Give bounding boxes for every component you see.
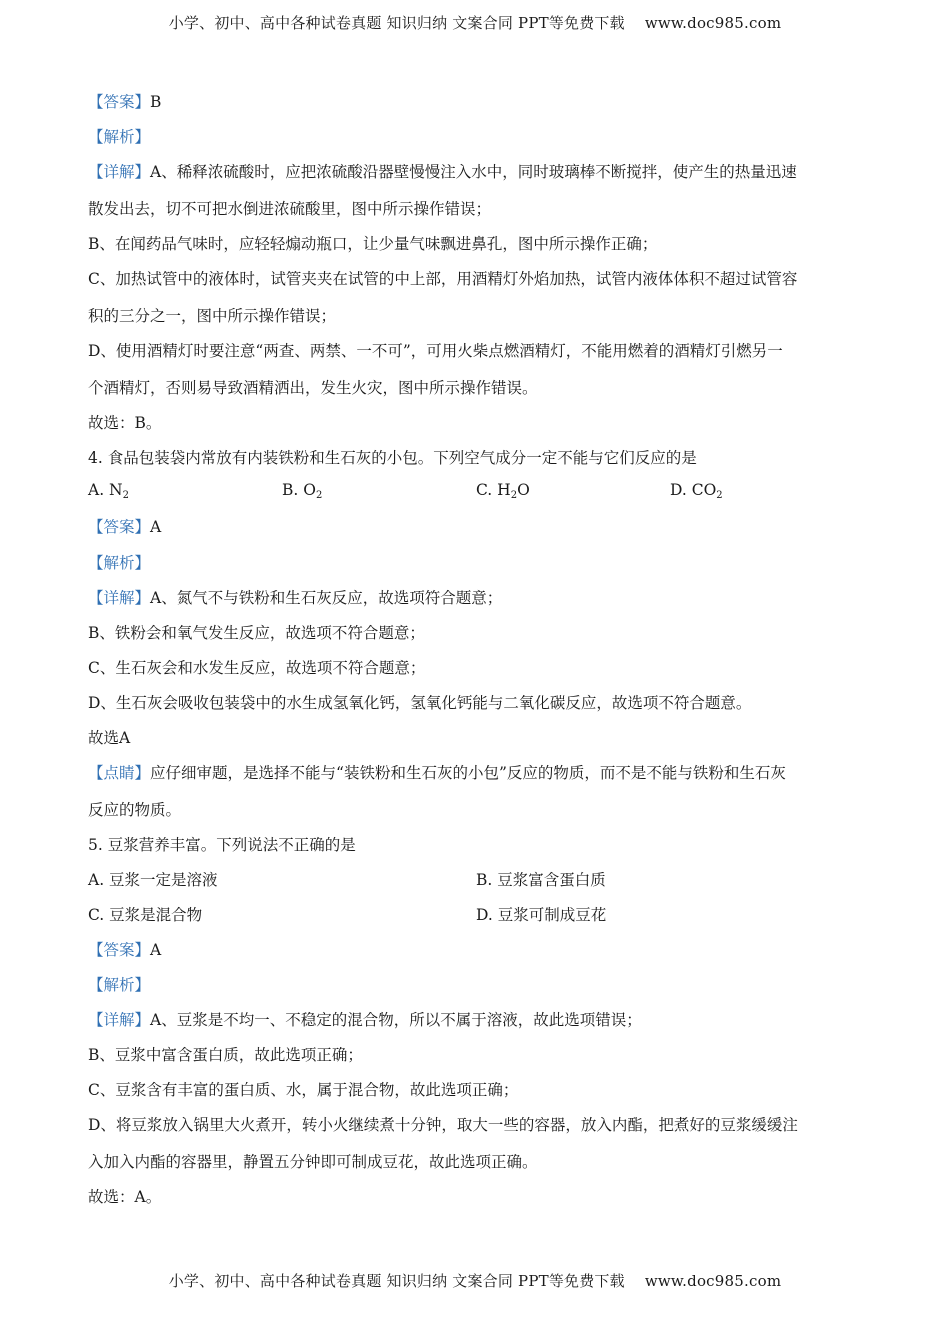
q4-detail-line: D、生石灰会吸收包装袋中的水生成氢氧化钙，氢氧化钙能与二氧化碳反应，故选项不符合题意。 (88, 694, 752, 712)
q3-detail-line: 积的三分之一，图中所示操作错误； (88, 307, 337, 325)
q4-option-b (282, 481, 322, 501)
answer-tag: 【答案】 (88, 941, 151, 959)
q5-option-c: C. 豆浆是混合物 (88, 906, 203, 924)
q4-option-c (476, 481, 530, 501)
q3-detail-text: A、稀释浓硫酸时，应把浓硫酸沿器壁慢慢注入水中，同时玻璃棒不断搅拌，使产生的热量迅速 (150, 163, 797, 181)
q5-stem: 5. 豆浆营养丰富。下列说法不正确的是 (88, 836, 356, 854)
detail-tag: 【详解】 (88, 163, 151, 181)
q4-point-line (88, 761, 786, 783)
q3-detail-line: C、加热试管中的液体时，试管夹夹在试管的中上部，用酒精灯外焰加热，试管内液体体积不超过试管容 (88, 270, 798, 288)
point-tag: 【点睛】 (88, 764, 151, 782)
q4-answer-value: A (150, 518, 162, 536)
page-header (0, 12, 950, 33)
q5-analysis-tag (88, 973, 150, 995)
q5-detail-text: A、豆浆是不均一、不稳定的混合物，所以不属于溶液，故此选项错误； (150, 1011, 642, 1029)
q4-detail-line: C、生石灰会和水发生反应，故选项不符合题意； (88, 659, 426, 677)
q3-detail-line: D、使用酒精灯时要注意“两查、两禁、一不可”，可用火柴点燃酒精灯，不能用燃着的酒精灯引燃另一 (88, 342, 783, 360)
opt-sub: 2 (716, 490, 723, 501)
q5-detail-line (88, 1008, 642, 1030)
analysis-tag: 【解析】 (88, 128, 151, 146)
q4-point-text: 应仔细审题，是选择不能与“装铁粉和生石灰的小包”反应的物质，而不是不能与铁粉和生石灰 (150, 764, 786, 782)
detail-tag: 【详解】 (88, 589, 151, 607)
answer-tag: 【答案】 (88, 518, 151, 536)
opt-text: O (517, 481, 530, 499)
header-text: 小学、初中、高中各种试卷真题 知识归纳 文案合同 PPT等免费下载 (168, 14, 625, 32)
q4-detail-text: A、氮气不与铁粉和生石灰反应，故选项符合题意； (150, 589, 503, 607)
q4-detail-line: B、铁粉会和氧气发生反应，故选项不符合题意； (88, 624, 425, 642)
opt-text: A. N (88, 481, 123, 499)
q4-detail-line (88, 586, 502, 608)
header-site: www.doc985.com (644, 14, 782, 32)
q4-point-line: 反应的物质。 (88, 801, 182, 819)
opt-text: B. O (282, 481, 316, 499)
analysis-tag: 【解析】 (88, 976, 151, 994)
q3-analysis-tag (88, 125, 150, 147)
q5-option-a: A. 豆浆一定是溶液 (88, 871, 218, 889)
analysis-tag: 【解析】 (88, 554, 151, 572)
q3-answer-value: B (150, 93, 162, 111)
q4-option-d (670, 481, 723, 501)
q5-answer-value: A (150, 941, 162, 959)
q3-detail-line: B、在闻药品气味时，应轻轻煽动瓶口，让少量气味飘进鼻孔，图中所示操作正确； (88, 235, 658, 253)
q5-detail-line: 入加入内酯的容器里，静置五分钟即可制成豆花，故此选项正确。 (88, 1153, 538, 1171)
q3-detail-line: 个酒精灯，否则易导致酒精洒出，发生火灾，图中所示操作错误。 (88, 379, 538, 397)
q4-option-a (88, 481, 129, 501)
opt-sub: 2 (122, 490, 129, 501)
q5-option-b: B. 豆浆富含蛋白质 (476, 871, 606, 889)
opt-sub: 2 (510, 490, 518, 501)
q3-answer (88, 90, 161, 112)
q5-detail-line: D、将豆浆放入锅里大火煮开，转小火继续煮十分钟，取大一些的容器，放入内酯，把煮好的豆浆缓缓注 (88, 1116, 798, 1134)
q5-detail-line: B、豆浆中富含蛋白质，故此选项正确； (88, 1046, 363, 1064)
q4-analysis-tag (88, 551, 150, 573)
q3-conclusion: 故选：B。 (88, 414, 162, 432)
opt-sub: 2 (315, 490, 323, 501)
footer-text: 小学、初中、高中各种试卷真题 知识归纳 文案合同 PPT等免费下载 (168, 1272, 625, 1290)
q5-answer (88, 938, 161, 960)
detail-tag: 【详解】 (88, 1011, 151, 1029)
q3-detail-line (88, 160, 797, 182)
q5-option-d: D. 豆浆可制成豆花 (476, 906, 607, 924)
opt-text: D. CO (670, 481, 717, 499)
footer-site: www.doc985.com (644, 1272, 782, 1290)
opt-text: C. H (476, 481, 511, 499)
q5-conclusion: 故选：A。 (88, 1188, 162, 1206)
q4-conclusion: 故选A (88, 729, 131, 747)
q4-stem: 4. 食品包装袋内常放有内装铁粉和生石灰的小包。下列空气成分一定不能与它们反应的是 (88, 449, 697, 467)
q3-detail-line: 散发出去，切不可把水倒进浓硫酸里，图中所示操作错误； (88, 200, 492, 218)
q4-answer (88, 515, 161, 537)
page-footer (0, 1270, 950, 1291)
q5-detail-line: C、豆浆含有丰富的蛋白质、水，属于混合物，故此选项正确； (88, 1081, 519, 1099)
answer-tag: 【答案】 (88, 93, 151, 111)
